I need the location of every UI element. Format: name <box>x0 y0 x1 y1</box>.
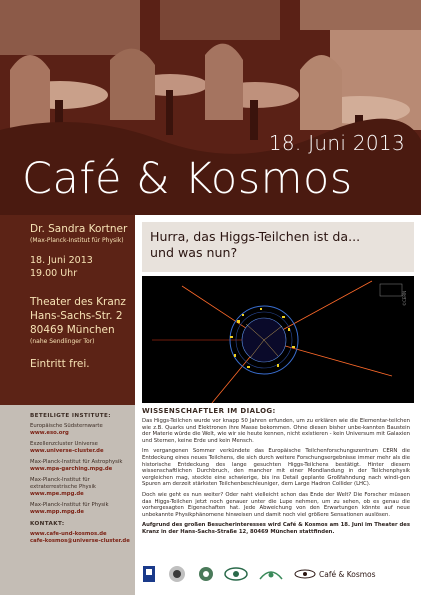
mpa-logo-icon <box>198 565 214 583</box>
venue-name: Theater des Kranz <box>30 296 126 308</box>
event-series-title: Café & Kosmos <box>22 154 353 204</box>
admission-info: Eintritt frei. <box>30 358 90 370</box>
institute-name: Max-Planck-Institut für Physik <box>30 502 109 508</box>
orbit-icon <box>294 567 316 581</box>
event-details-panel <box>0 215 135 405</box>
contact-email-link[interactable]: cafe-kosmos@universe-cluster.de <box>30 538 130 544</box>
mpe-logo-icon <box>224 565 248 583</box>
hero-banner <box>0 0 421 215</box>
higgs-event-display-image <box>142 276 414 403</box>
universe-cluster-logo-icon <box>166 565 188 583</box>
institute-link[interactable]: www.eso.org <box>30 430 69 436</box>
contact-heading: KONTAKT: <box>30 521 65 527</box>
section-heading: WISSENSCHAFTLER IM DIALOG: <box>142 407 276 415</box>
event-date-banner: 18. Juni 2013 <box>268 131 405 155</box>
institute-item <box>30 441 135 455</box>
partner-logos <box>142 562 414 586</box>
cafe-logo-text: Café & Kosmos <box>319 569 376 579</box>
paragraph: Im vergangenen Sommer verkündete das Europäische Teilchenforschungszentrum CERN die Entdeckung eines neues Teilchens, die sich durch weitere Forschungsergebnisse immer mehr als die historische Entdeckung des lange gesuchten Higgs-Teilchens bestätigt. Hinter diesem wissenschaftlichen Durchbruch, den mancher mit einer Mondlandung in der Teilchenphysik vergleichen mag, steckte eine schwierige, bis ins Detail geplante Großfahndung nach windi-gen Spuren am derzeit stärksten Teilchenbeschleuniger, dem Large Hadron Collider (LHC). <box>142 448 410 488</box>
venue-city: 80469 München <box>30 324 115 336</box>
image-credit: ©CERN <box>402 290 407 306</box>
institute-link[interactable]: www.mpa-garching.mpg.de <box>30 466 113 472</box>
institute-name: Max-Planck-Institut für extraterrestrische Physik <box>30 477 96 490</box>
institute-link[interactable]: www.mpe.mpg.de <box>30 491 84 497</box>
event-time: 19.00 Uhr <box>30 268 78 279</box>
cafe-kosmos-logo <box>294 567 376 581</box>
venue-street: Hans-Sachs-Str. 2 <box>30 310 123 322</box>
talk-title-box <box>142 222 414 272</box>
speaker-institute: (Max-Planck-Institut für Physik) <box>30 237 124 244</box>
institute-link[interactable]: www.mpp.mpg.de <box>30 509 84 515</box>
venue-note: (nahe Sendlinger Tor) <box>30 338 95 345</box>
venue-notice-paragraph: Aufgrund des großen Besucherinteresses wird Café & Kosmos am 18. Juni im Theater des Kranz in der Hans-Sachs-Straße 12, 80469 München stattfinden. <box>142 522 410 535</box>
institutes-panel <box>0 405 135 595</box>
speaker-name: Dr. Sandra Kortner <box>30 223 128 235</box>
talk-title-line-1: Hurra, das Higgs-Teilchen ist da... <box>150 229 361 244</box>
institute-name: Europäische Südsternwarte <box>30 423 103 429</box>
paragraph: Das Higgs-Teilchen wurde vor knapp 50 Jahren erfunden, um zu erklären wie die Elementar-teilchen wie z.B. Quarks und Elektronen ihre Masse bekommen. Ohne diesen bisher unbe-kannten Baustein der Materie würde die Welt, wie wir sie heute kennen, nicht existieren - kein Universum mit Galaxien und Sternen, keine Erde und kein Mensch. <box>142 418 410 444</box>
talk-title-line-2: und was nun? <box>150 245 238 260</box>
venue-address <box>30 295 135 346</box>
paragraph: Doch wie geht es nun weiter? Oder naht vielleicht schon das Ende der Welt? Die Forscher müssen das Higgs-Teilchen jetzt noch genauer unter die Lupe nehmen, um zu sehen, ob es genau die vorhergesagten Eigenschaften hat. Jede Abweichung von den Erwartungen könnte auf neue unbekannte Physikphänomene hinweisen und damit noch viel größere Sensationen auslösen. <box>142 491 410 518</box>
event-date: 18. Juni 2013 <box>30 255 93 266</box>
institute-item <box>30 477 135 498</box>
contact-website-link[interactable]: www.cafe-und-kosmos.de <box>30 531 107 537</box>
institute-name: Exzellenzcluster Universe <box>30 441 98 447</box>
eso-logo-icon <box>142 565 156 583</box>
institute-link[interactable]: www.universe-cluster.de <box>30 448 104 454</box>
mpp-logo-icon <box>258 565 284 583</box>
institute-item <box>30 423 135 437</box>
institute-item <box>30 502 135 516</box>
institute-item <box>30 459 135 473</box>
article-body <box>142 418 410 540</box>
institute-name: Max-Planck-Institut für Astrophysik <box>30 459 123 465</box>
institutes-heading: BETEILIGTE INSTITUTE: <box>30 413 111 419</box>
